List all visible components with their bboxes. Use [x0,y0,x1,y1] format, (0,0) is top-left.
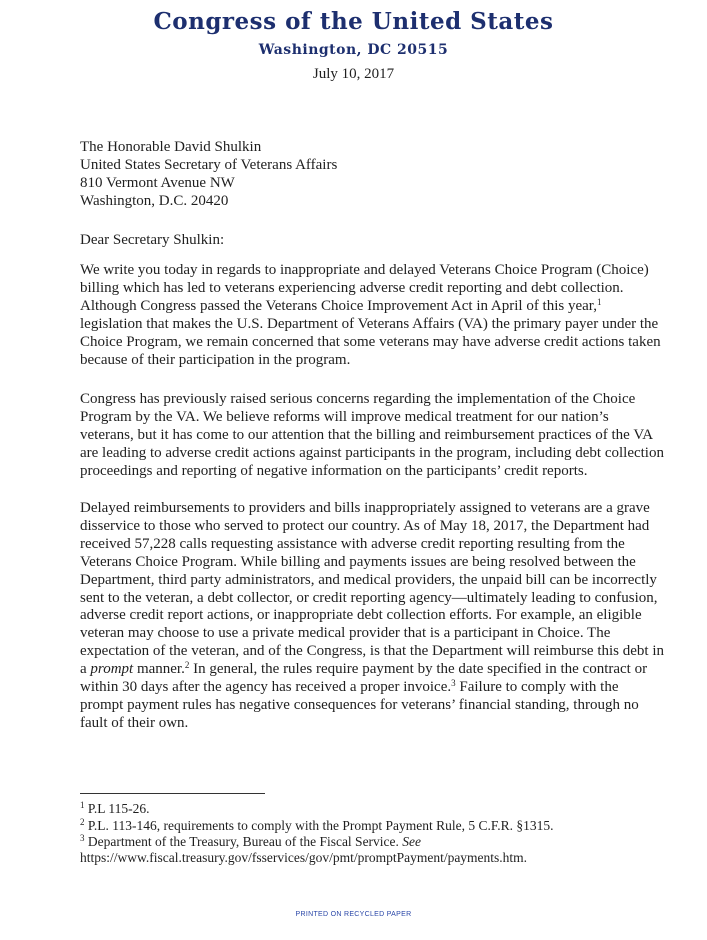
footnote-number: 3 [80,833,85,843]
footnote-3 [80,834,421,850]
footnote-text: P.L 115-26. [84,801,150,816]
footnote-ref-3: 3 [451,678,456,689]
paragraph-line [80,679,655,697]
paragraph-line: prompt payment rules has negative consequences for veterans’ financial standing, through no [80,696,639,713]
paragraph-line [80,298,655,316]
paragraph-line: Veterans Choice Program. While billing and payments issues are being resolved between the [80,553,636,570]
emphasis-text: See [402,834,422,849]
paragraph-2 [80,391,664,481]
paragraph-line: received 57,228 calls requesting assistance with adverse credit reporting resulting from the [80,535,625,552]
paragraph-line: Congress has previously raised serious concerns regarding the implementation of the Choice [80,391,636,407]
recipient-city: Washington, D.C. 20420 [80,193,229,209]
footnote-3-url: https://www.fiscal.treasury.gov/fsservices/gov/pmt/promptPayment/payments.htm. [80,850,528,865]
footnote-ref-1: 1 [596,296,602,307]
footnote-text: Department of the Treasury, Bureau of the Fiscal Service. [84,834,403,849]
paragraph-3 [80,500,665,733]
footnote-2 [80,818,554,834]
paragraph-text: manner. [133,661,185,678]
salutation: Dear Secretary Shulkin: [80,232,225,248]
paragraph-line: legislation that makes the U.S. Department of Veterans Affairs (VA) the primary payer under the [80,315,659,332]
paragraph-line: Department, third party administrators, and medical providers, the unpaid bill can be incorrectly [80,571,657,588]
paragraph-line: because of their participation in the program. [80,351,351,368]
paragraph-line: fault of their own. [80,714,189,731]
footnote-divider [80,793,265,794]
recipient-address [80,138,337,210]
paragraph-line: are leading to adverse credit actions against participants in the program, including debt collection [80,444,664,461]
recycled-paper-notice: PRINTED ON RECYCLED PAPER [295,911,412,918]
letterhead-address: Washington, DC 20515 [258,42,449,58]
paragraph-line: Choice Program, we remain concerned that some veterans may have adverse credit actions taken [80,333,661,350]
paragraph-line: sent to the veteran, a debt collector, or credit reporting agency—ultimately leading to confusion, [80,589,658,606]
paragraph-line: veteran may choose to use a private medical provider that is a participant in Choice. The [80,625,611,642]
paragraph-line: expectation of the veteran, and of the Congress, is that the Department will reimburse this debt in [80,643,665,660]
footnote-number: 1 [80,800,85,810]
recipient-name: The Honorable David Shulkin [80,139,262,155]
footnote-1 [80,801,150,817]
paragraph-1 [80,262,661,369]
recipient-street: 810 Vermont Avenue NW [80,175,235,191]
footnote-number: 2 [80,817,85,827]
paragraph-line: proceedings and reporting of negative information on the participants’ credit reports. [80,462,588,479]
paragraph-text: Although Congress passed the Veterans Choice Improvement Act in April of this year, [80,297,597,314]
footnote-ref-2: 2 [184,660,190,671]
paragraph-line: adverse credit report actions, or inappropriate debt collection efforts. For example, an eligible [80,607,642,624]
emphasis-text: prompt [90,661,134,678]
paragraph-text: within 30 days after the agency has received a proper invoice. [80,679,452,696]
paragraph-line: We write you today in regards to inappropriate and delayed Veterans Choice Program (Choice) [80,262,649,278]
paragraph-line [80,661,655,679]
letterhead-title: Congress of the United States [153,8,554,35]
paragraph-line: disservice to those who served to protect our country. As of May 18, 2017, the Department had [80,517,650,534]
paragraph-line: billing which has led to veterans experiencing adverse credit reporting and debt collection. [80,279,624,296]
paragraph-line: Delayed reimbursements to providers and bills inappropriately assigned to veterans are a grave [80,500,650,516]
paragraph-text: Failure to comply with the [455,679,619,696]
letter-date: July 10, 2017 [312,66,395,82]
paragraph-line: veterans, but it has come to our attention that the billing and reimbursement practices of the VA [80,426,654,443]
paragraph-text: a [80,661,91,678]
footnote-text: P.L. 113-146, requirements to comply with the Prompt Payment Rule, 5 C.F.R. §1315. [84,818,554,833]
paragraph-line: Program by the VA. We believe reforms will improve medical treatment for our nation’s [80,408,609,425]
recipient-title: United States Secretary of Veterans Affairs [80,157,338,173]
paragraph-text: In general, the rules require payment by the date specified in the contract or [189,661,648,678]
